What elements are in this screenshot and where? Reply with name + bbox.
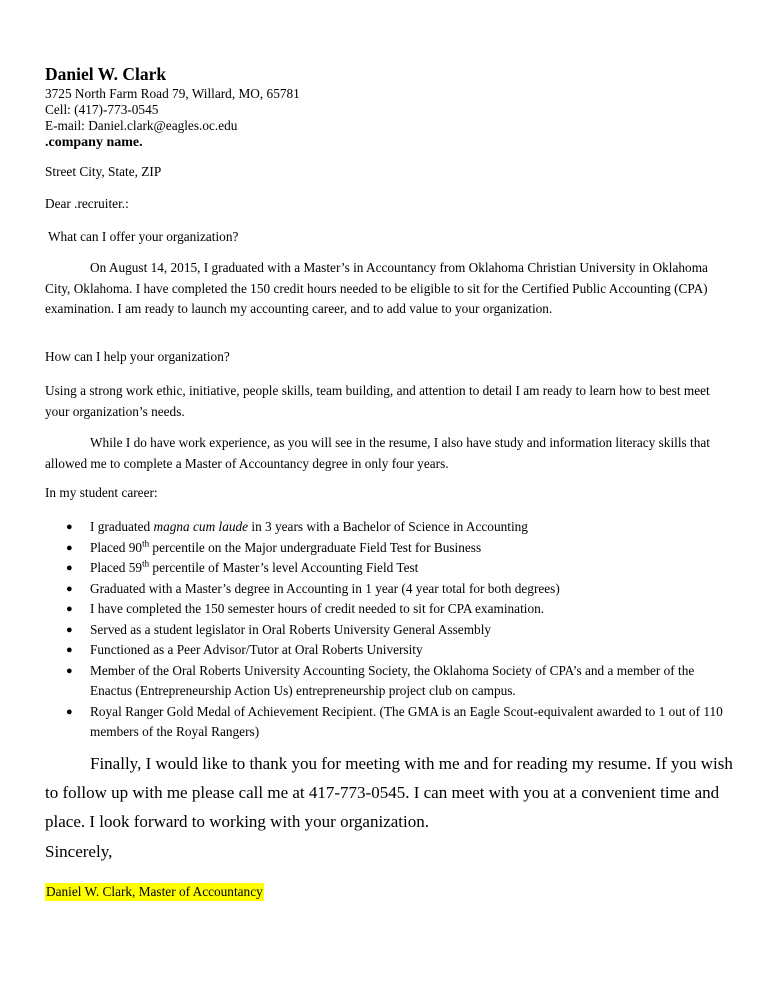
paragraph-graduation: On August 14, 2015, I graduated with a Master’s in Accountancy from Oklahoma Christian University in Oklahoma City, Oklahoma. I have completed the 150 credit hours needed to be eligible to sit for the Certified Public Accounting (CPA) examination. I am ready to launch my accounting career, and to add value to your organization. — [45, 260, 708, 316]
bullet-icon: ● — [66, 521, 73, 533]
sender-cell: Cell: (417)-773-0545 — [45, 102, 159, 117]
bullet-icon: ● — [66, 562, 73, 574]
list-item: ● Placed 90th percentile on the Major undergraduate Field Test for Business — [45, 538, 725, 559]
bullet-icon: ● — [66, 623, 73, 636]
list-item: ● Served as a student legislator in Oral Roberts University General Assembly — [45, 620, 725, 641]
bullet-icon: ● — [66, 541, 73, 554]
achievements-list — [45, 517, 725, 743]
bullet-icon: ● — [66, 582, 73, 595]
list-item: ● I graduated magna cum laude in 3 years with a Bachelor of Science in Accounting — [45, 517, 725, 538]
sender-name: Daniel W. Clark — [45, 64, 167, 84]
paragraph-experience: While I do have work experience, as you will see in the resume, I also have study and information literacy skills that allowed me to complete a Master of Accountancy degree in only four years. — [45, 435, 710, 471]
sender-address: 3725 North Farm Road 79, Willard, MO, 65781 — [45, 86, 300, 101]
list-item: ● Royal Ranger Gold Medal of Achievement Recipient. (The GMA is an Eagle Scout-equivalent awarded to 1 out of 110 members of the Royal Rangers) — [66, 703, 723, 739]
bullet-icon: ● — [66, 664, 73, 677]
bullet-icon: ● — [66, 644, 73, 656]
paragraph-work-ethic: Using a strong work ethic, initiative, people skills, team building, and attention to detail I am ready to learn how to best meet your organization’s needs. — [45, 383, 710, 419]
bullet-icon: ● — [66, 705, 73, 718]
sender-email: E-mail: Daniel.clark@eagles.oc.edu — [45, 118, 238, 133]
list-item: ● Placed 59th percentile of Master’s level Accounting Field Test — [45, 558, 725, 579]
question-offer: What can I offer your organization? — [48, 229, 239, 244]
question-help: How can I help your organization? — [45, 349, 230, 364]
list-item: ● Functioned as a Peer Advisor/Tutor at Oral Roberts University — [45, 640, 725, 661]
signature-highlighted: Daniel W. Clark, Master of Accountancy — [46, 884, 263, 899]
sign-off: Sincerely, — [45, 842, 113, 861]
recipient-company: .company name. — [45, 135, 143, 150]
salutation: Dear .recruiter.: — [45, 196, 129, 211]
closing-paragraph: Finally, I would like to thank you for meeting with me and for reading my resume. If you wish to follow up with me please call me at 417-773-0545. I can meet with you at a convenient time and place. I look forward to working with your organization. — [45, 754, 733, 831]
latin-honor: magna cum laude — [153, 519, 249, 534]
list-item: ● I have completed the 150 semester hours of credit needed to sit for CPA examination. — [45, 599, 725, 620]
list-item: ● Graduated with a Master’s degree in Accounting in 1 year (4 year total for both degrees) — [45, 579, 725, 600]
recipient-street: Street City, State, ZIP — [45, 164, 162, 179]
bullet-icon: ● — [66, 603, 73, 615]
list-item: ● Member of the Oral Roberts University Accounting Society, the Oklahoma Society of CPA’s and a member of the Enactus (Entrepreneurship Action Us) entrepreneurship project club on campus. — [66, 662, 695, 698]
student-career-heading: In my student career: — [45, 485, 158, 500]
